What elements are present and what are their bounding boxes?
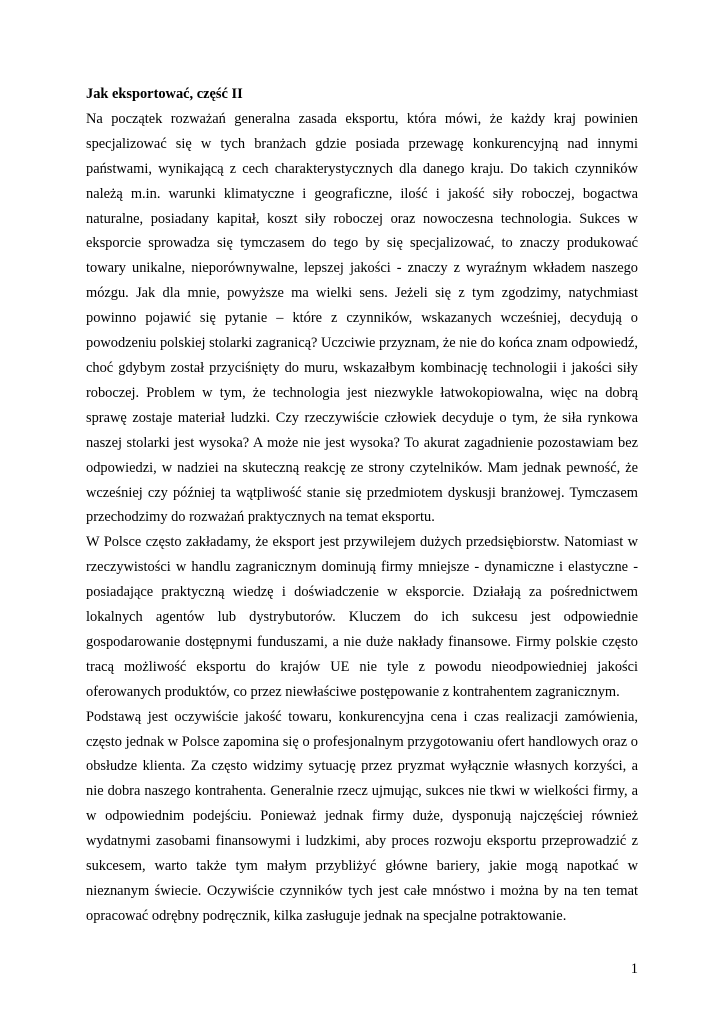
paragraph: Na początek rozważań generalna zasada eksportu, która mówi, że każdy kraj powinien specjalizować się w tych branżach gdzie posiada przewagę konkurencyjną nad innymi państwami, wynikającą z cech charakterystycznych dla danego kraju. Do takich czynników należą m.in. warunki klimatyczne i geograficzne, ilość i jakość siły roboczej, bogactwa naturalne, posiadany kapitał, koszt siły roboczej oraz nowoczesna technologia. Sukces w eksporcie sprowadza się tymczasem do tego by się specjalizować, to znaczy produkować towary unikalne, nieporównywalne, lepszej jakości - znaczy z wyraźnym wkładem naszego mózgu. Jak dla mnie, powyższe ma wielki sens. Jeżeli się z tym zgodzimy, natychmiast powinno pojawić się pytanie – które z czynników, wskazanych wcześniej, decydują o powodzeniu polskiej stolarki zagranicą? Uczciwie przyznam, że nie do końca znam odpowiedź, choć gdybym został przyciśnięty do muru, wskazałbym kombinację technologii i jakości siły roboczej. Problem w tym, że technologia jest niezwykle łatwokopiowalna, więc na dobrą sprawę zostaje materiał ludzki. Czy rzeczywiście człowiek decyduje o tym, że siła rynkowa naszej stolarki jest wysoka? A może nie jest wysoka? To akurat zagadnienie pozostawiam bez odpowiedzi, w nadziei na skuteczną reakcję ze strony czytelników. Mam jednak pewność, że wcześniej czy później ta wątpliwość stanie się przedmiotem dyskusji branżowej. Tymczasem przechodzimy do rozważań praktycznych na temat eksportu. <box>86 110 638 526</box>
page-number: 1 <box>630 961 638 977</box>
document-body <box>86 82 638 929</box>
paragraph: Podstawą jest oczywiście jakość towaru, konkurencyjna cena i czas realizacji zamówienia, często jednak w Polsce zapomina się o profesjonalnym przygotowaniu ofert handlowych oraz o obsłudze klienta. Za często widzimy sytuację przez pryzmat wyłącznie własnych korzyści, a nie dobra naszego kontrahenta. Generalnie rzecz ujmując, sukces nie tkwi w wielkości firmy, a w odpowiednim podejściu. Ponieważ jednak firmy duże, dysponują najczęściej również wydatnymi zasobami finansowymi i ludzkimi, aby proces rozwoju eksportu przeprowadzić z sukcesem, warto także tym małym przybliżyć główne bariery, jakie mogą napotkać w nieznanym świecie. Oczywiście czynników tych jest całe mnóstwo i można by na ten temat opracować odrębny podręcznik, kilka zasługuje jednak na specjalne potraktowanie. <box>86 708 638 924</box>
paragraph: W Polsce często zakładamy, że eksport jest przywilejem dużych przedsiębiorstw. Natomiast w rzeczywistości w handlu zagranicznym dominują firmy mniejsze - dynamiczne i elastyczne - posiadające praktyczną wiedzę i doświadczenie w eksporcie. Działają za pośrednictwem lokalnych agentów lub dystrybutorów. Kluczem do ich sukcesu jest odpowiednie gospodarowanie dostępnymi funduszami, a nie duże nakłady finansowe. Firmy polskie często tracą możliwość eksportu do krajów UE nie tyle z powodu nieodpowiedniej jakości oferowanych produktów, co przez niewłaściwe postępowanie z kontrahentem zagranicznym. <box>86 534 638 700</box>
document-title: Jak eksportować, część II <box>86 86 243 102</box>
